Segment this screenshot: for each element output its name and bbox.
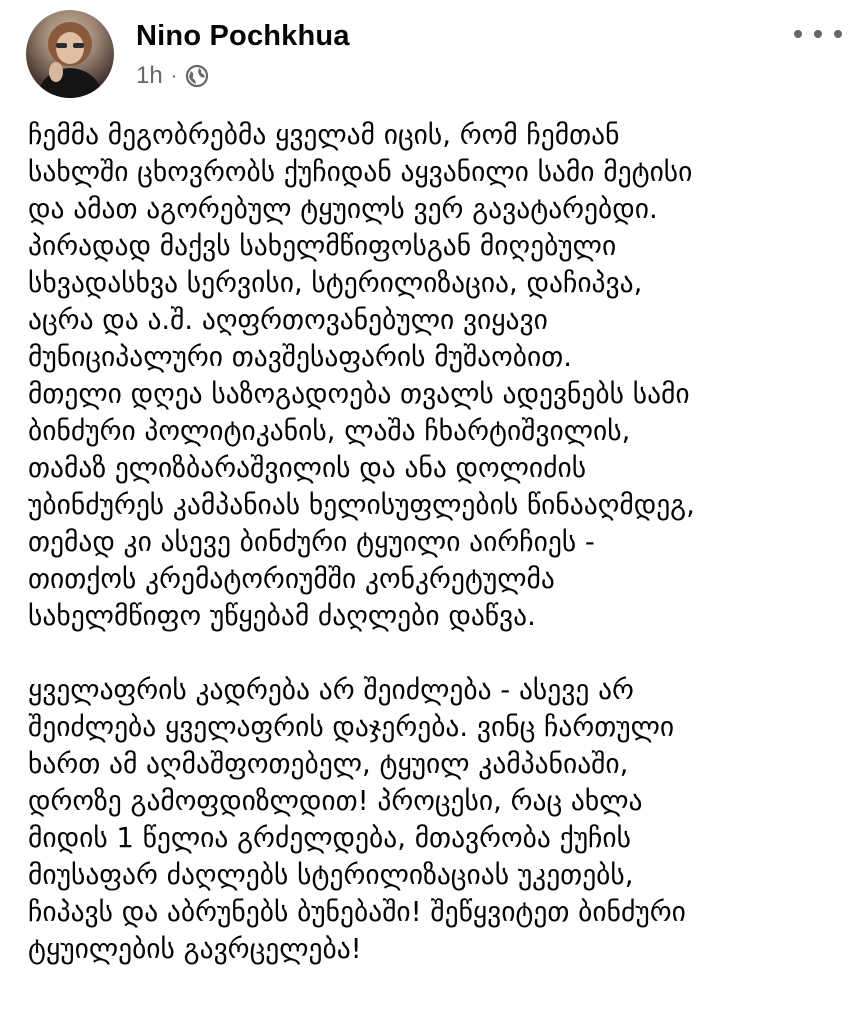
meta-separator: · [170,64,178,87]
text-line: ხართ ამ აღმაშფოთებელ, ტყუილ კამპანიაში, [28,748,629,780]
post-paragraph [28,117,848,635]
text-line: სახლში ცხოვრობს ქუჩიდან აყვანილი სამი მეტისი [28,156,693,188]
post-paragraph [28,672,848,968]
avatar-photo [26,10,114,98]
text-line: ტყუილების გავრცელება! [28,933,362,965]
avatar[interactable] [26,10,114,98]
text-line: უბინძურეს კამპანიას ხელისუფლების წინააღმდეგ, [28,489,695,521]
text-line: შეიძლება ყველაფრის დაჯერება. ვინც ჩართული [28,711,675,743]
text-line: ჩემმა მეგობრებმა ყველამ იცის, რომ ჩემთან [28,119,620,151]
text-line: სხვადასხვა სერვისი, სტერილიზაცია, დაჩიპვა, [28,267,643,299]
text-line: ყველაფრის კადრება არ შეიძლება - ასევე არ [28,674,634,706]
text-line: და ამათ აგორებულ ტყუილს ვერ გავატარებდი. [28,193,658,225]
text-line: მუნიციპალური თავშესაფარის მუშაობით. [28,341,572,373]
text-line: დროზე გამოფდიზლდით! პროცესი, რაც ახლა [28,785,643,817]
text-line: სახელმწიფო უწყებამ ძაღლები დაწვა. [28,600,536,632]
text-line: მიუსაფარ ძაღლებს სტერილიზაციას უკეთებს, [28,859,634,891]
text-line: ბინძური პოლიტიკანის, ლაშა ჩხარტიშვილის, [28,415,631,447]
text-line: მიდის 1 წელია გრძელდება, მთავრობა ქუჩის [28,822,632,854]
post-timestamp[interactable]: 1h [136,62,163,89]
post-header [26,10,842,100]
post-meta [136,62,209,90]
text-line: თამაზ ელიზბარაშვილის და ანა დოლიძის [28,452,587,484]
text-line: მთელი დღეა საზოგადოება თვალს ადევნებს სამი [28,378,690,410]
post-text [28,117,848,968]
more-horizontal-icon-dot [794,30,802,38]
text-line: აცრა და ა.შ. აღფრთოვანებული ვიყავი [28,304,548,336]
text-line: ჩიპავს და აბრუნებს ბუნებაში! შეწყვიტეთ ბინძური [28,896,686,928]
more-horizontal-icon-dot [814,30,822,38]
text-line: პირადად მაქვს სახელმწიფოსგან მიღებული [28,230,617,262]
more-horizontal-icon-dot [834,30,842,38]
text-line: თემად კი ასევე ბინძური ტყუილი აირჩიეს - [28,526,595,558]
more-options-button[interactable] [794,22,842,46]
text-line: თითქოს კრემატორიუმში კონკრეტულმა [28,563,555,595]
globe-icon[interactable] [185,64,209,88]
author-name[interactable]: Nino Pochkhua [136,20,350,52]
